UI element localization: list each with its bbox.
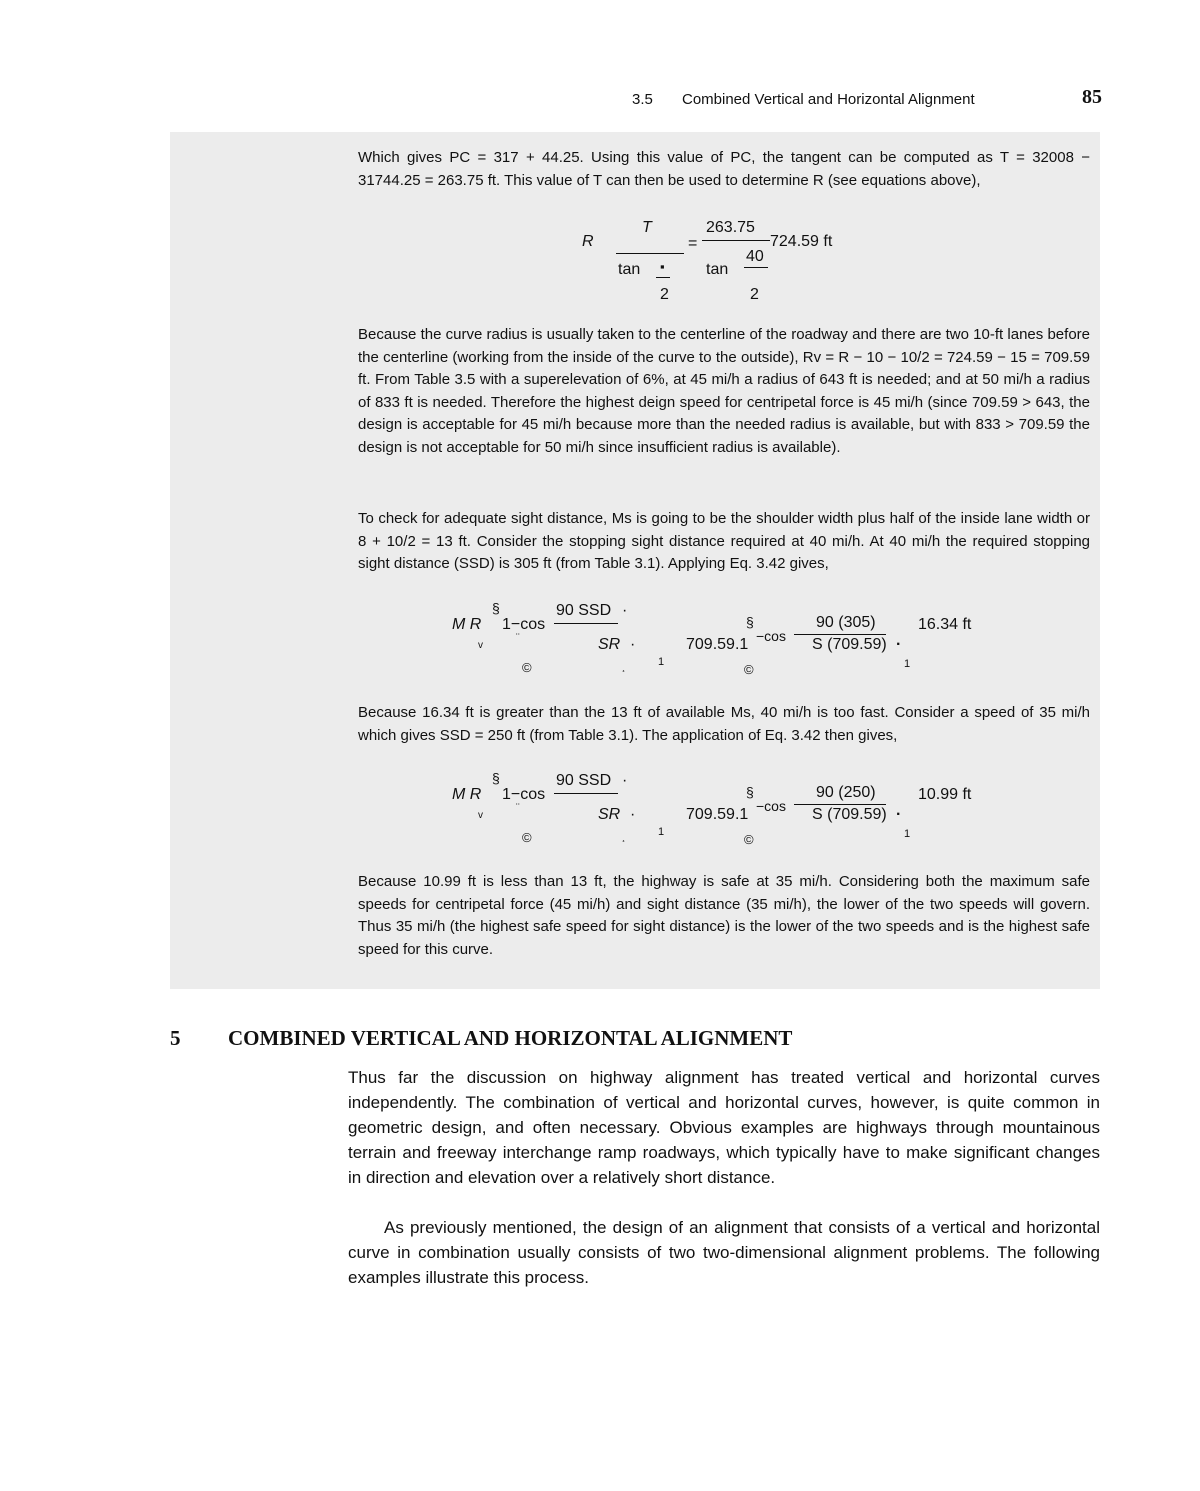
eq3-mark: ©: [522, 830, 532, 845]
eq2-rhs-one: 1: [904, 658, 911, 670]
eq2-sub-mark: v: [478, 640, 483, 651]
eq1-den2-half: 2: [750, 286, 759, 303]
eq3-dot-a: ·: [622, 772, 628, 789]
eq1-lhs: R: [582, 233, 594, 250]
example-paragraph-4: Because 16.34 ft is greater than the 13 ft of available Ms, 40 mi/h is too fast. Consider a speed of 35 mi/h which gives SSD = 250 ft (from Table 3.1). The application of Eq. 3.42 then gives,: [358, 704, 1090, 744]
body-paragraph-2: As previously mentioned, the design of an alignment that consists of a vertical and horizontal curve in combination usually consists of two two-dimensional alignment problems. The following examples illustrate this process.: [348, 1218, 1100, 1287]
eq2-rhs-num: 90 (305): [816, 614, 876, 631]
eq1-num1: T: [642, 219, 652, 236]
eq1-den2-num: 40: [746, 248, 764, 265]
eq3-dot-b: ·: [630, 806, 636, 823]
running-head: [632, 88, 1102, 112]
eq3-brace: §: [492, 770, 500, 786]
eq2-rhs-cos: −cos: [756, 628, 786, 644]
eq2-rhs-coef: 709.59.1: [686, 636, 749, 653]
eq2-sep: ¨: [516, 632, 520, 644]
eq2-dot-b: ·: [630, 636, 636, 653]
eq1-delta-mark: ▪: [660, 259, 665, 274]
eq3-rhs-mark: ©: [744, 832, 754, 847]
eq1-den1-half: 2: [660, 286, 669, 303]
eq3-one: 1: [658, 826, 665, 838]
eq3-rhs-one: 1: [904, 828, 911, 840]
eq3-dot-c: ¸: [622, 832, 626, 843]
eq3-rhs-coef: 709.59.1: [686, 806, 749, 823]
eq1-num2: 263.75: [706, 219, 755, 236]
page-number: 85: [1082, 86, 1102, 108]
equation-sight-distance-40: [450, 598, 1010, 682]
eq2-frac-num: 90 SSD: [556, 602, 612, 619]
eq2-fraction-bar: [554, 623, 618, 624]
eq1-result: 724.59 ft: [770, 233, 833, 250]
eq2-one: 1: [658, 656, 665, 668]
section-heading-title: COMBINED VERTICAL AND HORIZONTAL ALIGNMENT: [228, 1026, 793, 1050]
eq3-frac-num: 90 SSD: [556, 772, 612, 789]
eq1-fraction-bar-1: [616, 253, 684, 254]
example-paragraph-2: Because the curve radius is usually taken to the centerline of the roadway and there are two 10-ft lanes before the centerline (working from the inside of the curve to the outside), Rv = R − 10 − 10/2 = 724.59 − 15 = 709.59 ft. From Table 3.5 with a superelevation of 6%, at 45 mi/h a radius of 643 ft is needed; and at 50 mi/h a radius of 833 ft is needed. Therefore the highest deign speed for centripetal force is 45 mi/h (since 709.59 > 643, the design is acceptable for 45 mi/h because more than the needed radius is available, but with 833 > 709.59 the design is not acceptable for 50 mi/h since insufficient radius is available).: [358, 326, 1090, 456]
eq2-lhs: M R: [452, 616, 482, 633]
eq3-fraction-bar: [554, 793, 618, 794]
section-heading-number: 5: [170, 1026, 181, 1050]
eq2-dot-c: ¸: [622, 662, 626, 673]
eq1-den2-fn: tan: [706, 261, 729, 278]
eq1-den1-fn: tan: [618, 261, 641, 278]
eq2-frac-den: SR: [598, 636, 621, 653]
eq1-half-bar-1: [656, 277, 670, 278]
equation-radius: [560, 215, 880, 310]
running-head-section-title: Combined Vertical and Horizontal Alignment: [682, 91, 975, 108]
eq2-rhs-brace: §: [746, 614, 754, 630]
eq2-one-minus-cos: 1−cos: [502, 616, 546, 633]
eq3-rhs-den: S (709.59): [812, 806, 887, 823]
eq3-rhs-cos: −cos: [756, 798, 786, 814]
eq2-mark: ©: [522, 660, 532, 675]
eq2-rhs-den: S (709.59): [812, 636, 887, 653]
eq3-rhs-dot: ·: [896, 806, 902, 823]
eq3-sep: ¨: [516, 802, 520, 814]
running-head-section-number: 3.5: [632, 91, 653, 108]
equation-sight-distance-35: [450, 768, 1010, 852]
eq2-brace: §: [492, 600, 500, 616]
eq3-lhs: M R: [452, 786, 482, 803]
eq2-rhs-dot: ·: [896, 636, 902, 653]
example-paragraph-5: Because 10.99 ft is less than 13 ft, the highway is safe at 35 mi/h. Considering both the maximum safe speeds for centripetal force (45 mi/h) and sight distance (35 mi/h), the lower of the two speeds will govern. Thus 35 mi/h (the highest safe speed for sight distance) is the lower of the two speeds and is the highest safe speed for this curve.: [358, 873, 1090, 958]
example-paragraph-1: Which gives PC = 317 + 44.25. Using this value of PC, the tangent can be computed as T = 32008 − 31744.25 = 263.75 ft. This value of T can then be used to determine R (see equations above),: [358, 149, 1090, 189]
eq1-eq-sign: =: [688, 235, 698, 252]
eq2-result: 16.34 ft: [918, 616, 972, 633]
eq3-rhs-num: 90 (250): [816, 784, 876, 801]
eq2-dot-a: ·: [622, 602, 628, 619]
eq3-frac-den: SR: [598, 806, 621, 823]
eq1-fraction-bar-2: [702, 240, 770, 241]
body-paragraph-1: Thus far the discussion on highway alignment has treated vertical and horizontal curves independently. The combination of vertical and horizontal curves, however, is quite common in geometric design, and often necessary. Obvious examples are highways through mountainous terrain and freeway interchange ramp roadways, which typically have to make significant changes in direction and elevation over a relatively short distance.: [348, 1068, 1100, 1187]
eq3-sub-mark: v: [478, 810, 483, 821]
example-paragraph-3: To check for adequate sight distance, Ms is going to be the shoulder width plus half of the inside lane width or 8 + 10/2 = 13 ft. Consider the stopping sight distance required at 40 mi/h. At 40 mi/h the required stopping sight distance (SSD) is 305 ft (from Table 3.1). Applying Eq. 3.42 gives,: [358, 510, 1090, 572]
eq3-rhs-brace: §: [746, 784, 754, 800]
eq2-rhs-mark: ©: [744, 662, 754, 677]
eq1-half-bar-2: [744, 267, 768, 268]
eq3-one-minus-cos: 1−cos: [502, 786, 546, 803]
eq3-result: 10.99 ft: [918, 786, 972, 803]
